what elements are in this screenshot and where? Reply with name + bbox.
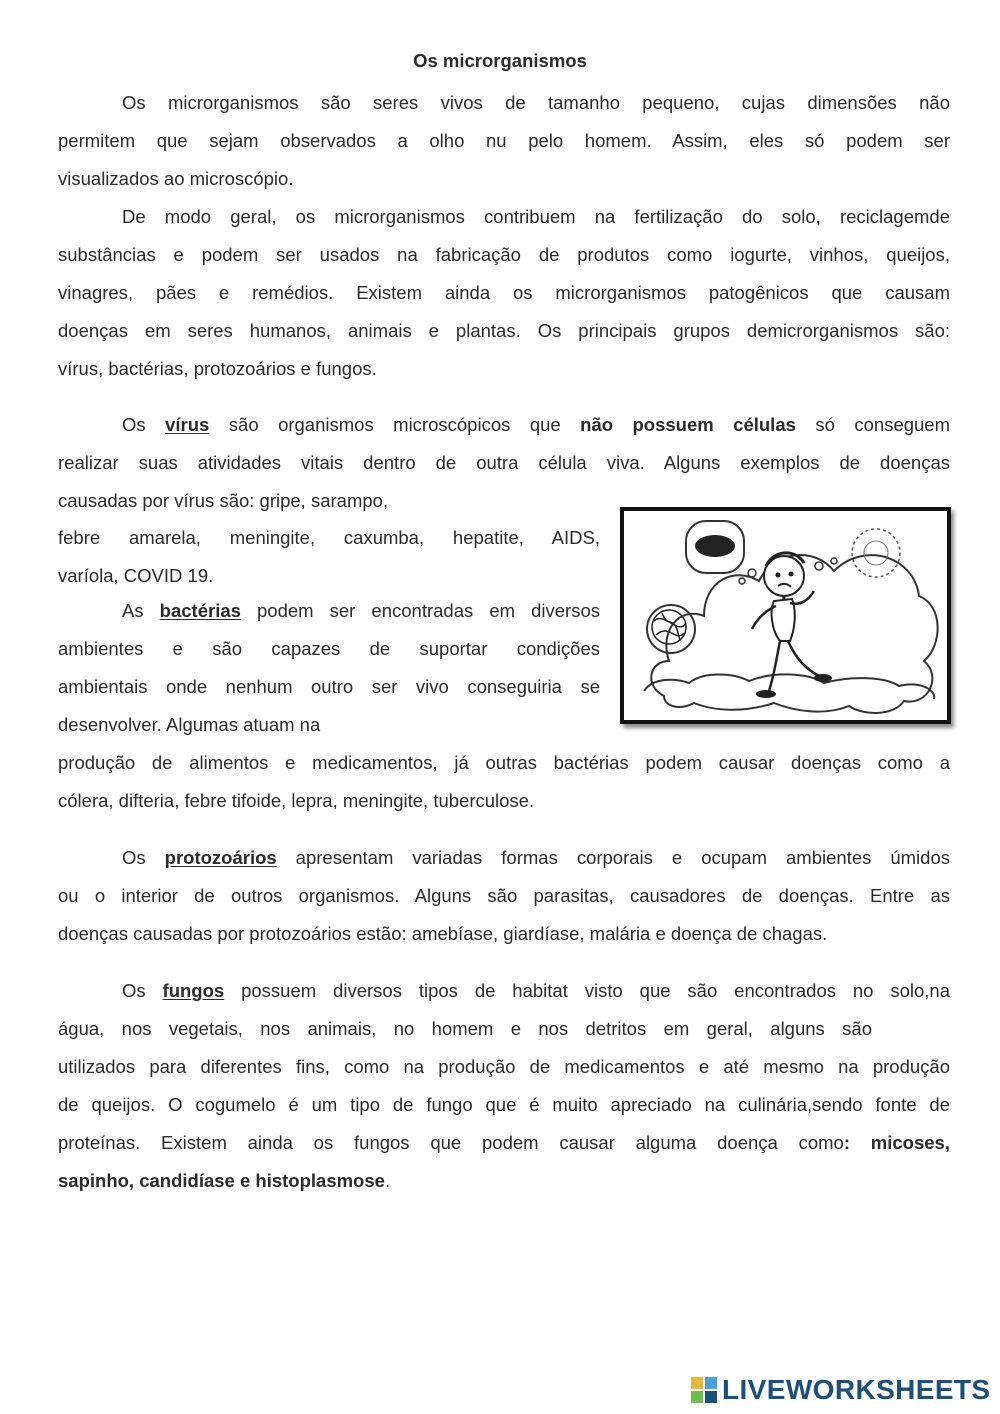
text-line: [58, 592, 600, 630]
text-fragment: apresentam variadas formas corporais e ocupam ambientes úmidos: [276, 847, 950, 868]
text-fragment: são organismos microscópicos que: [209, 414, 581, 435]
term-protozoarios: protozoários: [164, 847, 277, 868]
text-fragment: proteínas. Existem ainda os fungos que podem causar alguma doença como: [58, 1132, 844, 1153]
liveworksheets-brand: [690, 1373, 991, 1407]
cartoon-sick-child-image: [624, 511, 947, 720]
text-line: [58, 839, 950, 877]
text-line: doenças causadas por protozoários estão: amebíase, giardíase, malária e doença de chagas.: [58, 923, 828, 944]
text-line: Os microrganismos são seres vivos de tamanho pequeno, cujas dimensões não: [122, 92, 950, 113]
text-line: realizar suas atividades vitais dentro de outra célula viva. Alguns exemplos de doenças: [58, 452, 950, 473]
text-line: ambientes e são capazes de suportar condições: [58, 638, 600, 659]
text-fragment: Os: [122, 980, 163, 1001]
bold-phrase: sapinho, candidíase e histoplasmose: [58, 1170, 385, 1191]
text-fragment: Os: [122, 414, 166, 435]
illustration-sick-child: [620, 507, 951, 724]
bold-phrase: : micoses,: [843, 1132, 950, 1153]
text-fragment: possuem diversos tipos de habitat visto que são encontrados no solo,na: [224, 980, 951, 1001]
text-line: causadas por vírus são: gripe, sarampo,: [58, 490, 389, 511]
text-line: ou o interior de outros organismos. Alguns são parasitas, causadores de doenças. Entre as: [58, 885, 950, 906]
text-fragment: só conseguem: [795, 414, 951, 435]
text-fragment: Os: [122, 847, 165, 868]
text-line: [58, 972, 950, 1010]
term-bacterias: bactérias: [159, 600, 241, 621]
text-line: cólera, difteria, febre tifoide, lepra, meningite, tuberculose.: [58, 790, 535, 811]
text-line: permitem que sejam observados a olho nu pelo homem. Assim, eles só podem ser: [58, 130, 950, 151]
text-line: desenvolver. Algumas atuam na: [58, 714, 321, 735]
text-line: ambientais onde nenhum outro ser vivo conseguiria se: [58, 676, 600, 697]
paragraph-bacterias: [58, 592, 600, 744]
text-line: varíola, COVID 19.: [58, 565, 214, 586]
text-line: visualizados ao microscópio.: [58, 168, 294, 189]
paragraph-protozoarios: [58, 839, 950, 953]
paragraph-general: [58, 198, 950, 388]
paragraph-intro: [58, 84, 950, 198]
text-fragment: .: [384, 1170, 391, 1191]
text-line: [58, 406, 950, 444]
text-line: de queijos. O cogumelo é um tipo de fungo que é muito apreciado na culinária,sendo fonte de: [58, 1094, 950, 1115]
text-line: produção de alimentos e medicamentos, já outras bactérias podem causar doenças como a: [58, 752, 950, 773]
text-fragment: As: [122, 600, 160, 621]
page-title: Os microrganismos: [413, 50, 587, 71]
bold-phrase: não possuem células: [580, 414, 796, 435]
text-line: água, nos vegetais, nos animais, no homem e nos detritos em geral, alguns são: [58, 1018, 872, 1039]
paragraph-fungos: [58, 972, 950, 1200]
liveworksheets-logo-icon: [690, 1376, 718, 1404]
paragraph-virus: [58, 406, 950, 520]
text-line: De modo geral, os microrganismos contribuem na fertilização do solo, reciclagemde: [122, 206, 950, 227]
text-fragment: podem ser encontradas em diversos: [240, 600, 600, 621]
text-line: vírus, bactérias, protozoários e fungos.: [58, 358, 377, 379]
paragraph-virus-cont: [58, 519, 600, 595]
paragraph-bacterias-cont: [58, 744, 950, 820]
brand-text: LIVEWORKSHEETS: [722, 1374, 991, 1405]
text-line: vinagres, pães e remédios. Existem ainda os microrganismos patogênicos que causam: [58, 282, 950, 303]
text-line: substâncias e podem ser usados na fabricação de produtos como iogurte, vinhos, queijos,: [58, 244, 950, 265]
text-line: doenças em seres humanos, animais e plantas. Os principais grupos demicrorganismos são:: [58, 320, 950, 341]
term-virus: vírus: [165, 414, 210, 435]
text-line: utilizados para diferentes fins, como na produção de medicamentos e até mesmo na produção: [58, 1056, 950, 1077]
text-line: febre amarela, meningite, caxumba, hepatite, AIDS,: [58, 527, 600, 548]
text-line: [58, 1162, 950, 1200]
text-line: [58, 1124, 950, 1162]
term-fungos: fungos: [162, 980, 225, 1001]
